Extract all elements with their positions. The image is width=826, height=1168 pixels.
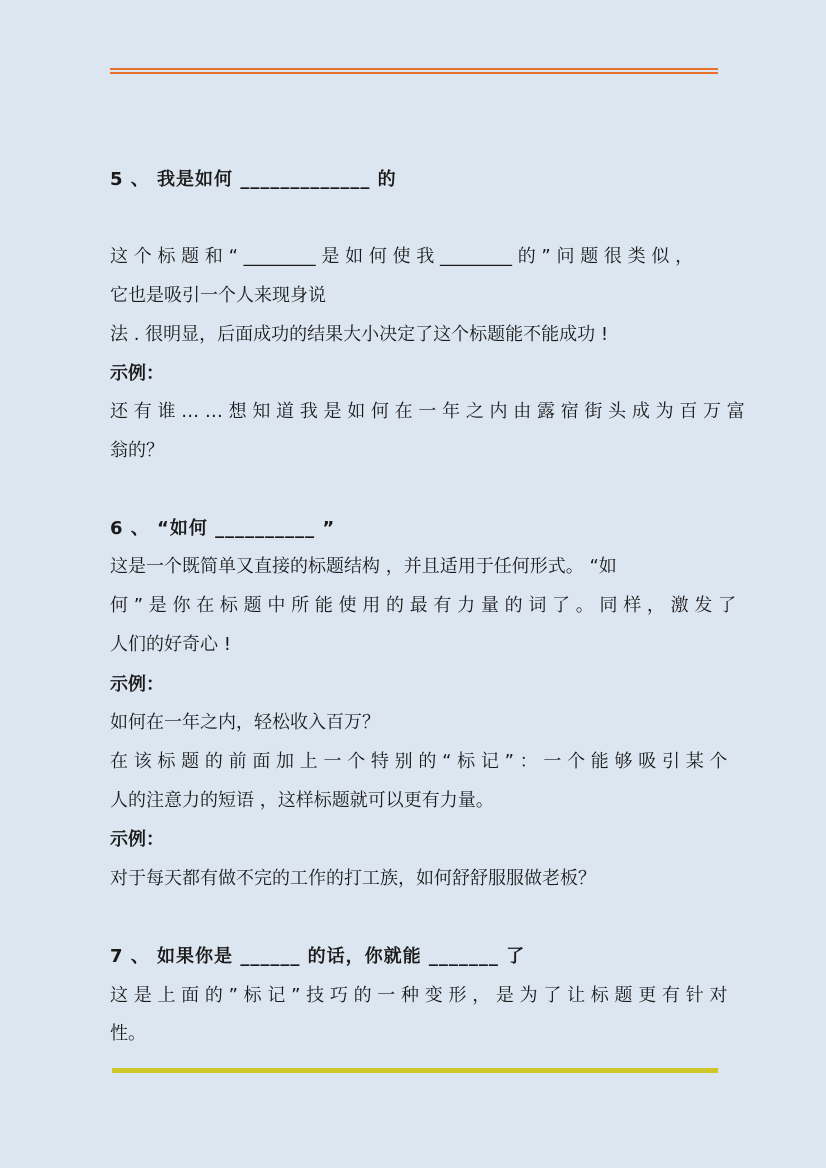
section-6-example2-label: 示例： — [110, 829, 164, 850]
section-6-example-line-1: 如何在一年之内，轻松收入百万？ — [110, 712, 380, 733]
section-7-line-2: 性。 — [110, 1023, 146, 1044]
bottom-divider — [112, 1068, 718, 1073]
section-5-line-3: 法 . 很明显，后面成功的结果大小决定了这个标题能不能成功 ! — [110, 324, 609, 345]
section-6-line-1: 这是一个既简单又直接的标题结构 ，并且适用于任何形式。 “如 — [110, 556, 617, 577]
section-6-example2-line-1: 对于每天都有做不完的工作的打工族，如何舒舒服服做老板？ — [110, 868, 596, 889]
section-7-line-1: 这 是 上 面 的 ” 标 记 ” 技 巧 的 一 种 变 形 ， 是 为 了 让 标 题 更 有 针 对 — [110, 985, 728, 1006]
section-6-line-3: 人们的好奇心 ! — [110, 634, 231, 655]
section-6-line-2: 何 ” 是 你 在 标 题 中 所 能 使 用 的 最 有 力 量 的 词 了 。 同 样 ， 激 发 了 — [110, 595, 737, 616]
top-divider — [110, 68, 718, 76]
section-6-example-line-2: 在 该 标 题 的 前 面 加 上 一 个 特 别 的 “ 标 记 ” ： 一 个 能 够 吸 引 某 个 — [110, 751, 728, 772]
section-5-example-line-2: 翁的？ — [110, 440, 164, 461]
section-5-example-label: 示例： — [110, 363, 164, 384]
section-6-heading: 6 、 “如何 __________ ” — [110, 518, 336, 539]
section-7-heading: 7 、 如果你是 ______ 的话，你就能 _______ 了 — [110, 946, 526, 967]
section-5-example-line-1: 还 有 谁 … … 想 知 道 我 是 如 何 在 一 年 之 内 由 露 宿 街 头 成 为 百 万 富 — [110, 401, 745, 422]
section-5-line-1: 这 个 标 题 和 “ ________ 是 如 何 使 我 ________ 的 ” 问 题 很 类 似 ， — [110, 246, 694, 267]
section-6-example-line-3: 人的注意力的短语 ，这样标题就可以更有力量。 — [110, 790, 494, 811]
section-6-example-label: 示例： — [110, 674, 164, 695]
section-5-line-2: 它也是吸引一个人来现身说 — [110, 285, 326, 306]
section-5-heading: 5 、 我是如何 _____________ 的 — [110, 169, 397, 190]
